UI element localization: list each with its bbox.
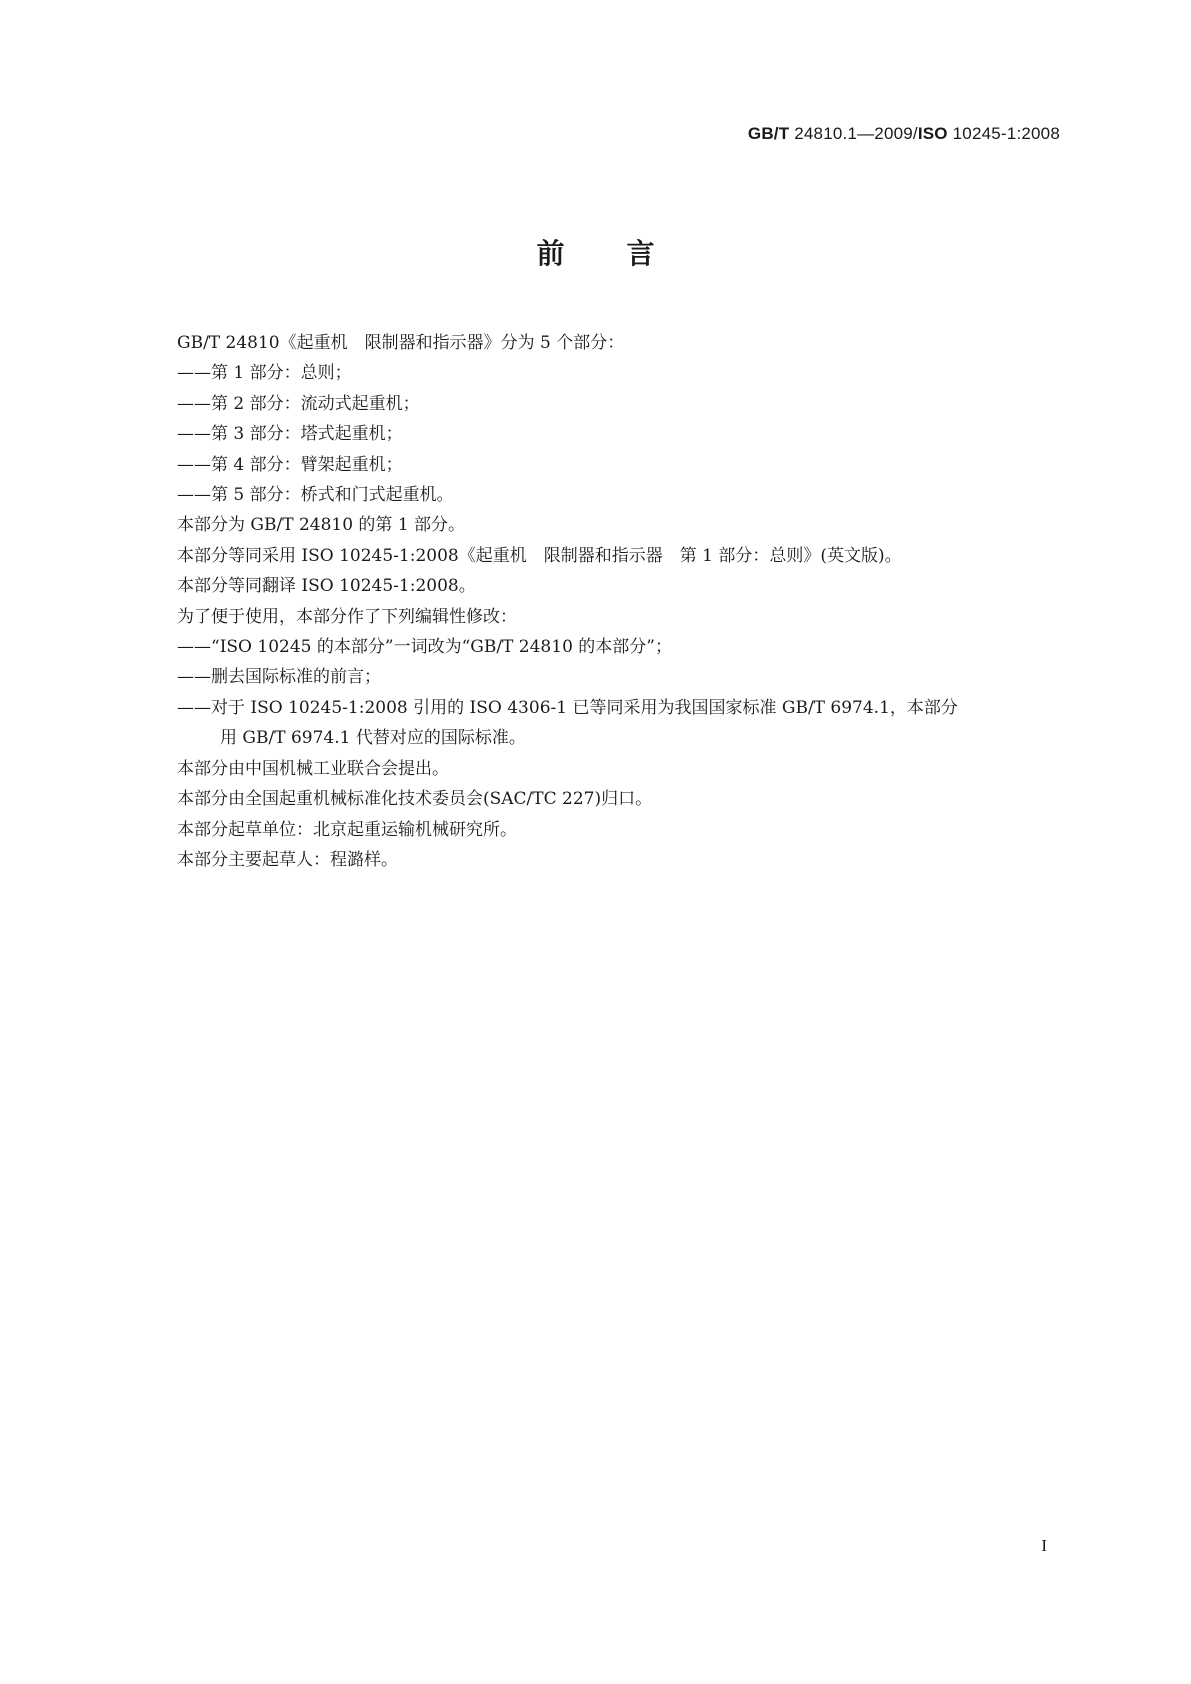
list-item-part-5: ——第 5 部分：桥式和门式起重机。 bbox=[177, 485, 454, 506]
paragraph-committee: 本部分由全国起重机械标准化技术委员会(SAC/TC 227)归口。 bbox=[177, 789, 653, 810]
standard-code-iso-number: 10245-1:2008 bbox=[947, 124, 1060, 143]
list-item-edit-1: ——“ISO 10245 的本部分”一词改为“GB/T 24810 的本部分”； bbox=[177, 637, 672, 658]
standard-code-number: 24810.1—2009/ bbox=[789, 124, 918, 143]
list-item-part-1: ——第 1 部分：总则； bbox=[177, 363, 352, 384]
list-item-part-3: ——第 3 部分：塔式起重机； bbox=[177, 424, 403, 445]
standard-code-iso: ISO bbox=[917, 124, 948, 143]
paragraph-parts-intro: GB/T 24810《起重机 限制器和指示器》分为 5 个部分： bbox=[177, 333, 625, 353]
list-item-part-2: ——第 2 部分：流动式起重机； bbox=[177, 393, 420, 414]
foreword-body bbox=[177, 328, 1067, 875]
paragraph-drafter: 本部分主要起草人：程潞样。 bbox=[177, 849, 398, 870]
paragraph-drafting-unit: 本部分起草单位：北京起重运输机械研究所。 bbox=[177, 819, 517, 840]
paragraph-editorial-intro: 为了便于使用，本部分作了下列编辑性修改： bbox=[177, 606, 517, 627]
paragraph-translation: 本部分等同翻译 ISO 10245-1:2008。 bbox=[177, 576, 476, 597]
list-item-edit-3-continuation: 用 GB/T 6974.1 代替对应的国际标准。 bbox=[220, 728, 526, 749]
list-item-edit-2: ——删去国际标准的前言； bbox=[177, 667, 381, 688]
paragraph-proposer: 本部分由中国机械工业联合会提出。 bbox=[177, 758, 449, 779]
page-title: 前言 bbox=[536, 237, 717, 270]
standard-code-gbt: GB/T bbox=[747, 124, 790, 143]
paragraph-adoption: 本部分等同采用 ISO 10245-1:2008《起重机 限制器和指示器 第 1 部分：总则》(英文版)。 bbox=[177, 545, 902, 566]
list-item-edit-3: ——对于 ISO 10245-1:2008 引用的 ISO 4306-1 已等同采用为我国国家标准 GB/T 6974.1，本部分 bbox=[177, 697, 958, 718]
paragraph-this-part: 本部分为 GB/T 24810 的第 1 部分。 bbox=[177, 515, 466, 536]
standard-code-header bbox=[748, 124, 1060, 144]
list-item-part-4: ——第 4 部分：臂架起重机； bbox=[177, 454, 403, 475]
page-number: I bbox=[1041, 1536, 1047, 1555]
